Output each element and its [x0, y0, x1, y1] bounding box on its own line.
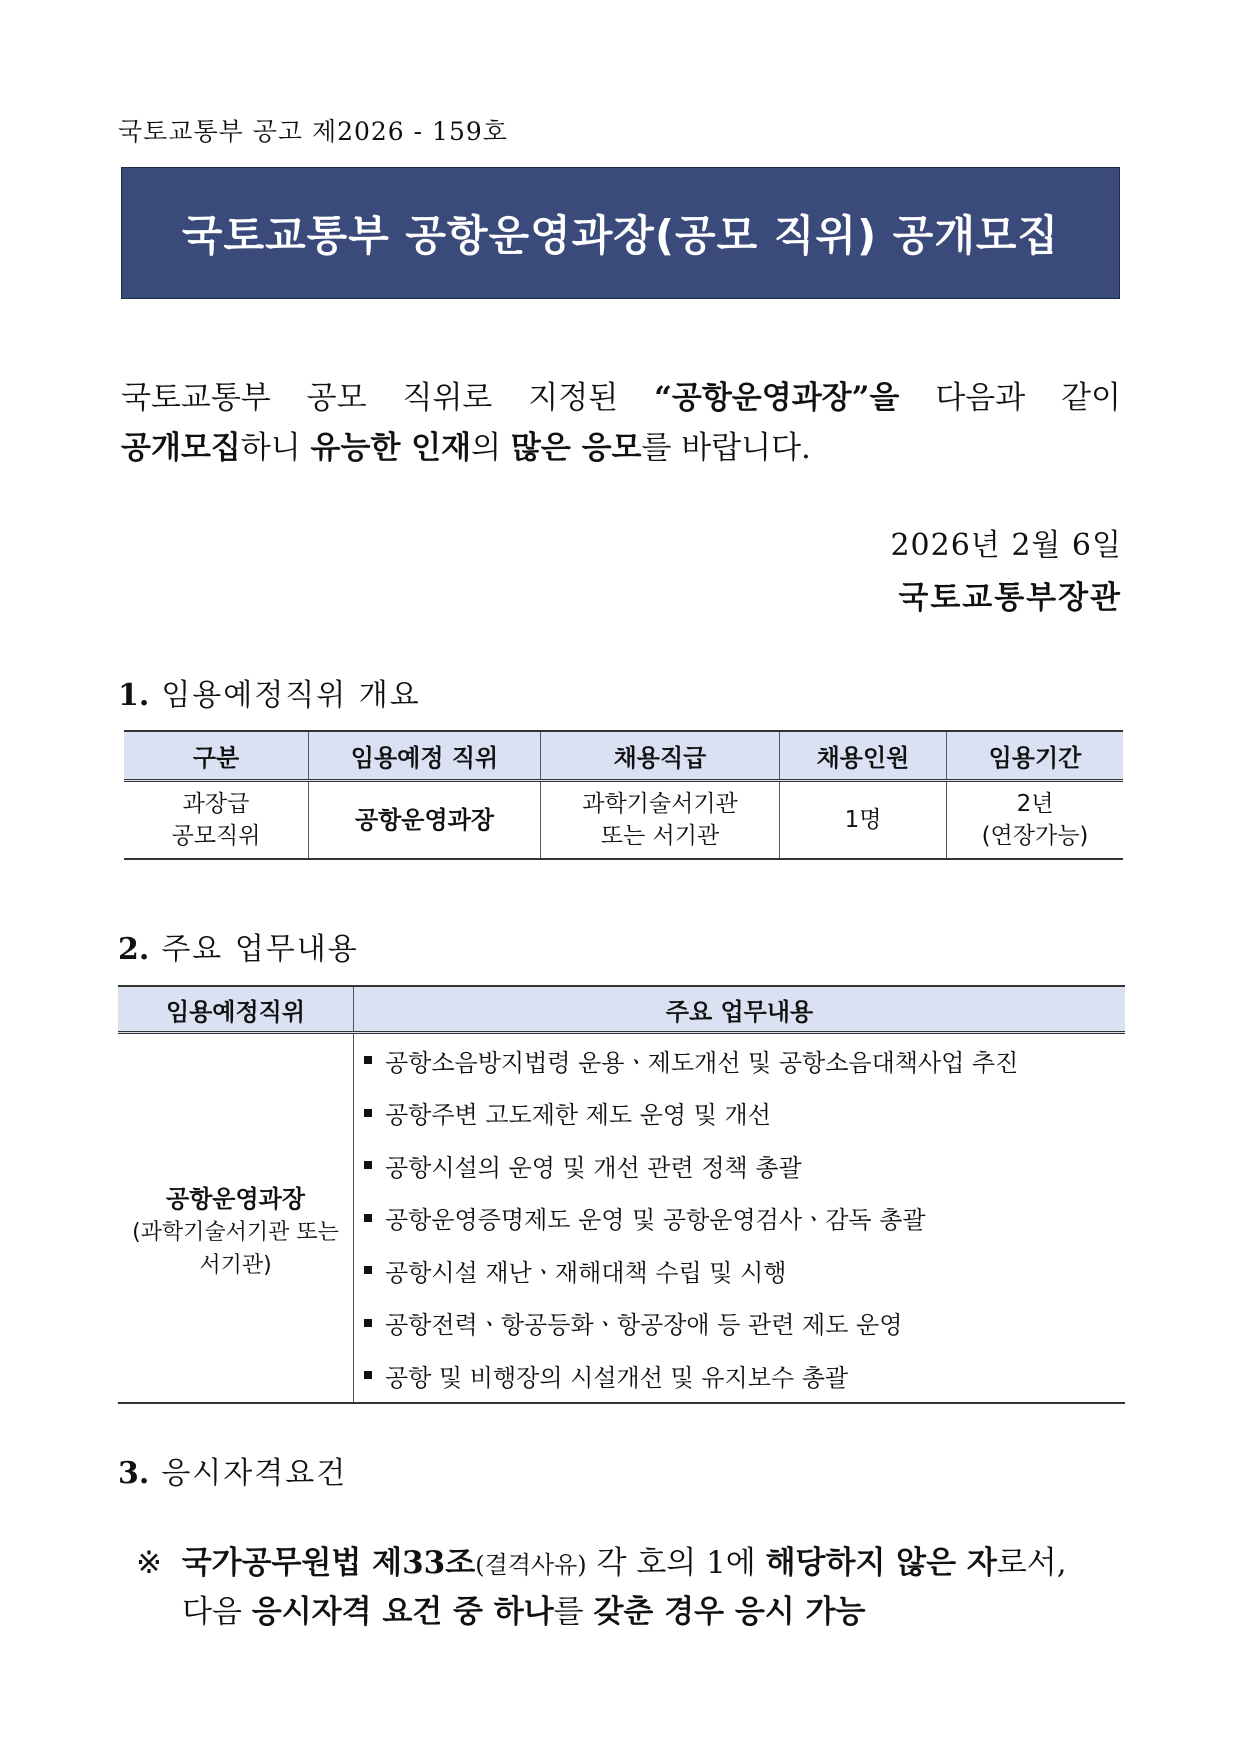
intro-word: 같이 [1061, 380, 1121, 416]
duty-text: 공항전력ㆍ항공등화ㆍ항공장애 등 관련 제도 운영 [385, 1311, 903, 1340]
section-number: 3. [118, 1456, 150, 1491]
square-bullet-icon [364, 1371, 372, 1379]
list-item [364, 1034, 1125, 1087]
column-header: 구분 [124, 731, 309, 781]
section-title: 임용예정직위 개요 [161, 678, 421, 713]
cell-line: 과학기술서기관 [582, 791, 738, 817]
section-heading-3 [118, 1448, 347, 1492]
note-ref: (결격사유) [475, 1551, 587, 1579]
issuer-minister: 국토교통부장관 [898, 580, 1122, 616]
duty-text: 공항시설의 운영 및 개선 관련 정책 총괄 [385, 1153, 802, 1182]
qualification-note-line-2 [182, 1586, 865, 1631]
table-header-row [124, 731, 1123, 781]
intro-part: 의 [471, 430, 511, 466]
note-text: 각 호의 1에 [586, 1545, 766, 1581]
cell-position: 공항운영과장 [309, 781, 541, 860]
section-number: 1. [118, 678, 150, 713]
cell-line: 또는 서기관 [600, 823, 720, 849]
cell-duties [354, 1033, 1126, 1403]
qualification-note-line-1 [136, 1537, 1067, 1582]
square-bullet-icon [364, 1214, 372, 1222]
cell-grade [541, 781, 780, 860]
title-banner [121, 167, 1120, 299]
intro-part: 많은 응모 [510, 430, 642, 466]
duty-text: 공항소음방지법령 운용ㆍ제도개선 및 공항소음대책사업 추진 [385, 1048, 1019, 1077]
column-header: 주요 업무내용 [354, 986, 1126, 1033]
intro-word: 직위로 [402, 380, 493, 416]
position-grade: (과학기술서기관 또는 [132, 1219, 339, 1245]
intro-position-name: “공항운영과장”을 [654, 380, 900, 416]
cell-period [947, 781, 1124, 860]
note-text: 로서, [996, 1545, 1067, 1581]
intro-part: 하니 [240, 430, 311, 466]
duty-text: 공항운영증명제도 운영 및 공항운영검사ㆍ감독 총괄 [385, 1206, 926, 1235]
section-title: 주요 업무내용 [161, 932, 359, 967]
list-item [364, 1244, 1125, 1297]
table-header-row [118, 986, 1125, 1033]
intro-word: 공모 [306, 380, 367, 416]
section-title: 응시자격요건 [161, 1456, 348, 1491]
section-heading-2 [118, 924, 359, 968]
cell-count: 1명 [780, 781, 947, 860]
section-heading-1 [118, 670, 421, 714]
intro-part: 를 바랍니다. [641, 430, 811, 466]
square-bullet-icon [364, 1319, 372, 1327]
list-item [364, 1087, 1125, 1140]
intro-part: 공개모집 [121, 430, 241, 466]
intro-word: 다음과 [935, 380, 1026, 416]
column-header: 임용예정직위 [118, 986, 354, 1033]
cell-category [124, 781, 309, 860]
duties-table [118, 985, 1125, 1404]
reference-mark-icon: ※ [136, 1545, 162, 1581]
duty-text: 공항시설 재난ㆍ재해대책 수립 및 시행 [385, 1258, 787, 1287]
cell-line: (연장가능) [981, 823, 1089, 849]
cell-line: 과장급 [182, 791, 250, 817]
column-header: 임용기간 [947, 731, 1124, 781]
note-law: 국가공무원법 제33조 [181, 1545, 476, 1581]
note-part: 갖춘 경우 응시 가능 [593, 1594, 866, 1630]
column-header: 임용예정 직위 [309, 731, 541, 781]
list-item [364, 1349, 1125, 1402]
cell-position [118, 1033, 354, 1403]
square-bullet-icon [364, 1109, 372, 1117]
table-row [124, 781, 1123, 860]
intro-line-2 [121, 422, 1121, 467]
notice-date: 2026년 2월 6일 [890, 528, 1122, 563]
note-part: 다음 [182, 1594, 252, 1630]
cell-line: 2년 [1016, 791, 1054, 817]
section-number: 2. [118, 932, 150, 967]
table-row [118, 1033, 1125, 1403]
duties-list [354, 1034, 1125, 1402]
intro-line-1 [121, 372, 1121, 417]
note-part: 응시자격 요건 중 하나 [251, 1594, 554, 1630]
list-item [364, 1192, 1125, 1245]
duty-text: 공항 및 비행장의 시설개선 및 유지보수 총괄 [385, 1363, 849, 1392]
cell-line: 공모직위 [171, 823, 261, 849]
notice-number: 국토교통부 공고 제2026 - 159호 [118, 117, 508, 146]
column-header: 채용직급 [541, 731, 780, 781]
note-bold: 해당하지 않은 자 [765, 1545, 997, 1581]
intro-word: 국토교통부 [121, 380, 271, 416]
duty-text: 공항주변 고도제한 제도 운영 및 개선 [385, 1101, 771, 1130]
page-title: 국토교통부 공항운영과장(공모 직위) 공개모집 [181, 211, 1060, 260]
list-item [364, 1297, 1125, 1350]
intro-word: 지정된 [528, 380, 619, 416]
position-grade: 서기관) [199, 1252, 272, 1278]
intro-part: 유능한 인재 [310, 430, 472, 466]
column-header: 채용인원 [780, 731, 947, 781]
position-overview-table [124, 730, 1123, 860]
square-bullet-icon [364, 1161, 372, 1169]
square-bullet-icon [364, 1266, 372, 1274]
list-item [364, 1139, 1125, 1192]
note-part: 를 [553, 1594, 594, 1630]
position-name: 공항운영과장 [165, 1184, 306, 1213]
square-bullet-icon [364, 1056, 372, 1064]
